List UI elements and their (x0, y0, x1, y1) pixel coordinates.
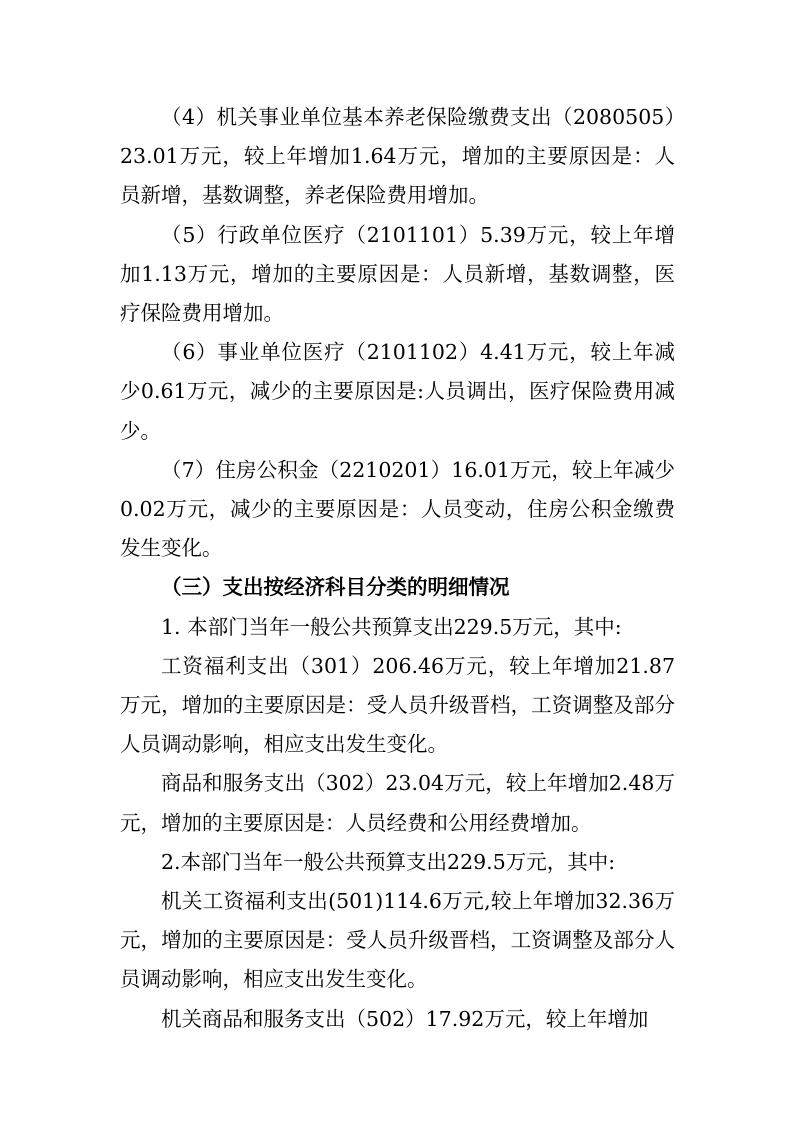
paragraph-institution-medical: （6）事业单位医疗（2101102）4.41万元，较上年减少0.61万元，减少的主要原因是:人员调出，医疗保险费用减少。 (120, 340, 675, 443)
section-heading-economic-classification: （三）支出按经济科目分类的明细情况 (161, 575, 510, 600)
paragraph-housing-fund: （7）住房公积金（2210201）16.01万元，较上年减少0.02万元，减少的主要原因是：人员变动，住房公积金缴费发生变化。 (120, 457, 675, 561)
paragraph-budget-summary-1: 1. 本部门当年一般公共预算支出229.5万元，其中: (161, 614, 622, 639)
paragraph-agency-wage-501: 机关工资福利支出(501)114.6万元,较上年增加32.36万元，增加的主要原因是：受人员升级晋档，工资调整及部分人员调动影响，相应支出发生变化。 (120, 889, 675, 992)
paragraph-pension-insurance: （4）机关事业单位基本养老保险缴费支出（2080505）23.01万元，较上年增加1.64万元，增加的主要原因是：人员新增，基数调整，养老保险费用增加。 (120, 105, 675, 208)
paragraph-admin-medical: （5）行政单位医疗（2101101）5.39万元，较上年增加1.13万元，增加的主要原因是：人员新增，基数调整，医疗保险费用增加。 (120, 222, 675, 326)
paragraph-wage-welfare-301: 工资福利支出（301）206.46万元，较上年增加21.87万元，增加的主要原因是：受人员升级晋档，工资调整及部分人员调动影响，相应支出发生变化。 (120, 653, 675, 757)
paragraph-budget-summary-2: 2.本部门当年一般公共预算支出229.5万元，其中: (161, 849, 616, 874)
paragraph-goods-services-302: 商品和服务支出（302）23.04万元，较上年增加2.48万元，增加的主要原因是：人员经费和公用经费增加。 (120, 771, 675, 835)
body-text (120, 98, 675, 1039)
paragraph-agency-goods-502: 机关商品和服务支出（502）17.92万元，较上年增加 (161, 1006, 649, 1031)
